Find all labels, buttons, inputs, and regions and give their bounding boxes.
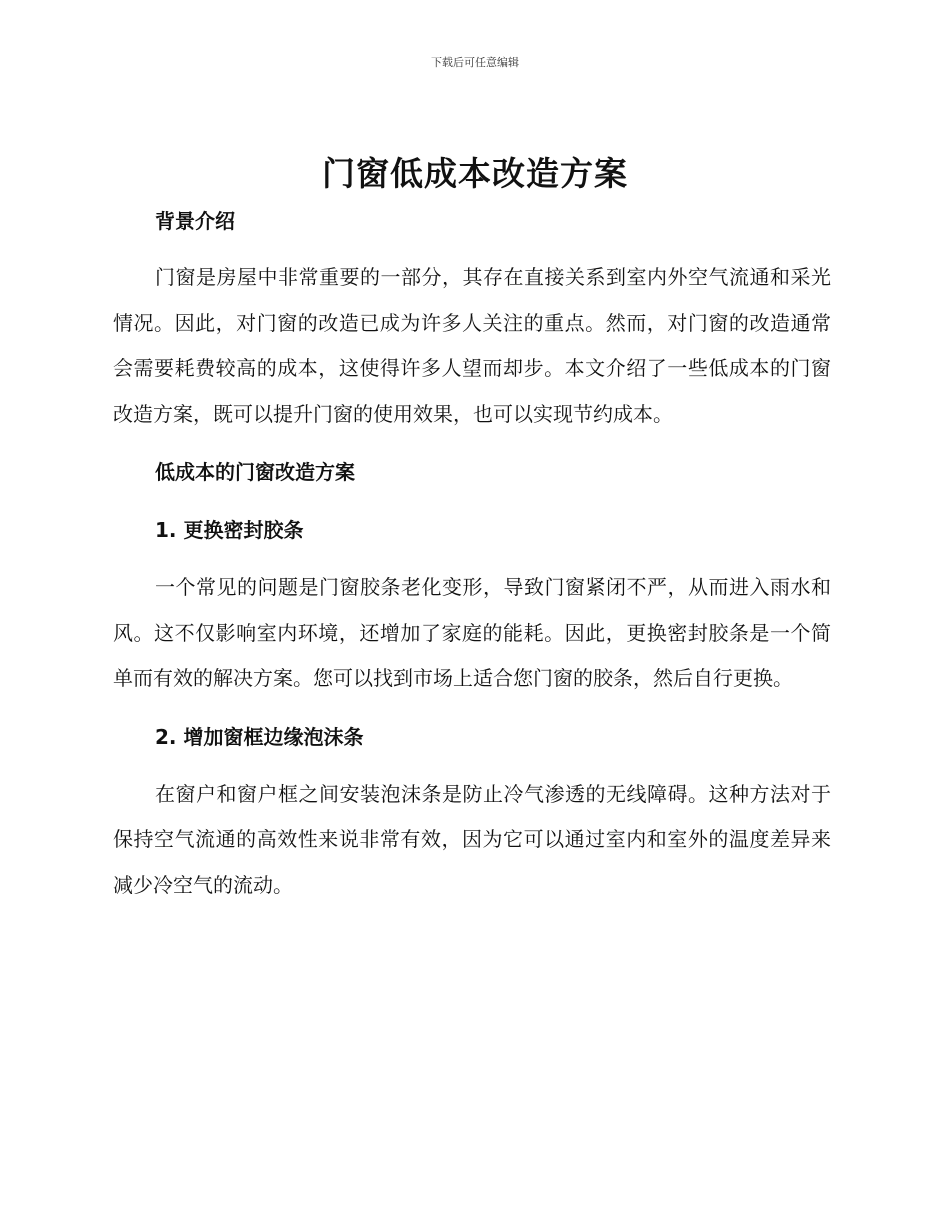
- subheading-replace-seal-strip: 1. 更换密封胶条: [155, 518, 304, 542]
- document-body: [113, 198, 831, 920]
- section-heading-background: 背景介绍: [155, 209, 235, 233]
- paragraph-foam-strip: 在窗户和窗户框之间安装泡沫条是防止冷气渗透的无线障碍。这种方法对于保持空气流通的高效性来说非常有效，因为它可以通过室内和室外的温度差异来减少冷空气的流动。: [113, 781, 831, 897]
- subheading-foam-strip: 2. 增加窗框边缘泡沫条: [155, 724, 364, 749]
- paragraph-replace-seal-strip: 一个常见的问题是门窗胶条老化变形，导致门窗紧闭不严，从而进入雨水和风。这不仅影响室内环境，还增加了家庭的能耗。因此，更换密封胶条是一个简单而有效的解决方案。您可以找到市场上适合您门窗的胶条，然后自行更换。: [113, 575, 831, 690]
- page-header-note: 下载后可任意编辑: [431, 56, 519, 69]
- document-title: 门窗低成本改造方案: [322, 154, 628, 193]
- section-heading-solutions: 低成本的门窗改造方案: [155, 460, 355, 484]
- paragraph-background: 门窗是房屋中非常重要的一部分，其存在直接关系到室内外空气流通和采光情况。因此，对门窗的改造已成为许多人关注的重点。然而，对门窗的改造通常会需要耗费较高的成本，这使得许多人望而却步。本文介绍了一些低成本的门窗改造方案，既可以提升门窗的使用效果，也可以实现节约成本。: [113, 265, 831, 426]
